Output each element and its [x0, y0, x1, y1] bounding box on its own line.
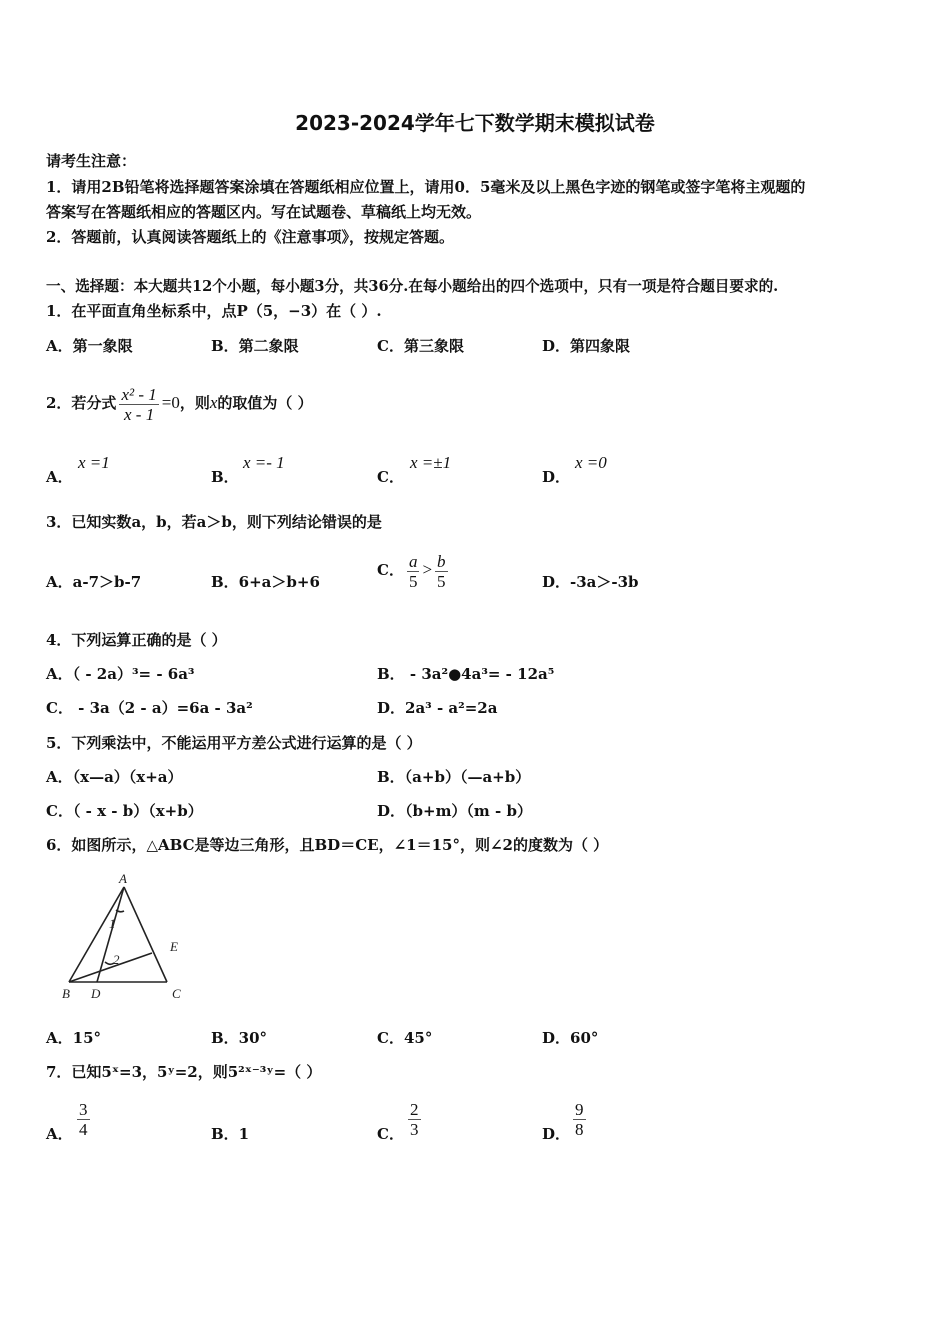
option-b: B．6+a＞b+6	[211, 573, 320, 591]
question-stem: 4．下列运算正确的是（ ）	[46, 631, 227, 649]
question-stem: 3．已知实数a，b，若a＞b，则下列结论错误的是	[46, 513, 382, 531]
notice-heading: 请考生注意：	[46, 152, 137, 170]
option-d: D．	[542, 468, 571, 486]
denominator: x - 1	[123, 404, 155, 424]
option-d: D．2a³ - a²=2a	[377, 699, 498, 717]
option-b: B．（a+b）（—a+b）	[377, 768, 531, 786]
option-b: B．	[211, 468, 239, 486]
fraction	[407, 552, 420, 591]
label-angle-2: 2	[113, 952, 120, 967]
side-ac	[124, 887, 167, 982]
stem-text: 2．若分式	[46, 394, 117, 412]
numerator: 2	[410, 1100, 419, 1119]
side-ab	[69, 887, 124, 982]
option-c-value: x =±1	[410, 453, 452, 472]
option-b: B． - 3a²●4a³= - 12a⁵	[377, 665, 555, 683]
option-a: A．15°	[46, 1029, 102, 1047]
option-b: B．30°	[211, 1029, 268, 1047]
option-d: D．（b+m）（m - b）	[377, 802, 532, 820]
option-d: D．-3a＞-3b	[542, 573, 639, 591]
denominator: 3	[410, 1120, 419, 1139]
option-a: A．a-7＞b-7	[46, 573, 142, 591]
numerator: a	[408, 551, 418, 571]
option-a: A．	[46, 468, 73, 486]
option-d: D．	[542, 1125, 571, 1143]
option-c: C．45°	[377, 1029, 433, 1047]
option-c-fraction	[405, 1100, 424, 1139]
option-c	[377, 545, 451, 595]
question-stem: 7．已知5ˣ=3，5ʸ=2，则5²ˣ⁻³ʸ=（ ）	[46, 1063, 322, 1081]
option-c: C．	[377, 1125, 404, 1143]
question-stem: 6．如图所示，△ABC是等边三角形，且BD＝CE，∠1＝15°，则∠2的度数为（ ）	[46, 836, 609, 854]
numerator: b	[437, 551, 446, 571]
triangle-figure	[55, 870, 195, 1005]
label-b: B	[62, 986, 70, 1001]
equals: =0	[161, 393, 180, 412]
notice-line: 1．请用2B铅笔将选择题答案涂填在答题纸相应位置上，请用0．5毫米及以上黑色字迹的钢笔或签字笔将主观题的	[46, 178, 806, 196]
option-a: A．（x—a）（x+a）	[46, 768, 183, 786]
denominator: 5	[408, 571, 418, 591]
numerator: 3	[79, 1100, 88, 1119]
greater-than: >	[422, 560, 433, 579]
stem-text: 的取值为（ ）	[217, 394, 313, 412]
section-heading: 一、选择题：本大题共12个小题，每小题3分，共36分.在每小题给出的四个选项中，只有一项是符合题目要求的.	[46, 278, 779, 295]
option-d-value: x =0	[575, 453, 607, 472]
option-c: C．（ - x - b）（x+b）	[46, 802, 203, 820]
variable: x	[209, 393, 218, 412]
fraction	[435, 552, 448, 591]
option-c: C． - 3a（2 - a）=6a - 3a²	[46, 699, 253, 717]
question-stem: 1．在平面直角坐标系中，点P（5，−3）在（ ）.	[46, 302, 382, 320]
option-a-fraction	[74, 1100, 93, 1139]
denominator: 5	[437, 571, 446, 591]
option-c: C．第三象限	[377, 337, 464, 355]
notice-line: 2．答题前，认真阅读答题纸上的《注意事项》，按规定答题。	[46, 228, 454, 246]
denominator: 8	[575, 1120, 584, 1139]
option-b: B．第二象限	[211, 337, 299, 355]
angle-1-arc	[116, 910, 124, 912]
option-a-value: x =1	[78, 453, 110, 472]
option-d: D．60°	[542, 1029, 599, 1047]
label-c: C	[172, 986, 181, 1001]
option-b: B．1	[211, 1125, 250, 1143]
denominator: 4	[79, 1120, 88, 1139]
question-stem: 5．下列乘法中，不能运用平方差公式进行运算的是（ ）	[46, 734, 422, 752]
label-d: D	[91, 986, 101, 1001]
label-e: E	[170, 939, 178, 954]
label-a: A	[119, 871, 127, 886]
option-c: C．	[377, 468, 404, 486]
option-a: A．第一象限	[46, 337, 133, 355]
option-d: D．第四象限	[542, 337, 631, 355]
stem-text: ，则	[179, 394, 210, 412]
page-title: 2023-2024学年七下数学期末模拟试卷	[295, 111, 655, 135]
option-a: A．（ - 2a）³= - 6a³	[46, 665, 195, 683]
segment-be	[69, 953, 152, 982]
numerator: 9	[575, 1100, 584, 1119]
option-a: A．	[46, 1125, 73, 1143]
option-d-fraction	[570, 1100, 589, 1139]
label-angle-1: 1	[109, 916, 116, 931]
notice-line: 答案写在答题纸相应的答题区内。写在试题卷、草稿纸上均无效。	[46, 203, 482, 221]
fraction	[119, 385, 158, 424]
numerator: x² - 1	[121, 384, 157, 404]
question-stem	[46, 374, 313, 432]
option-b-value: x =- 1	[243, 453, 285, 472]
option-label: C．	[377, 561, 404, 579]
